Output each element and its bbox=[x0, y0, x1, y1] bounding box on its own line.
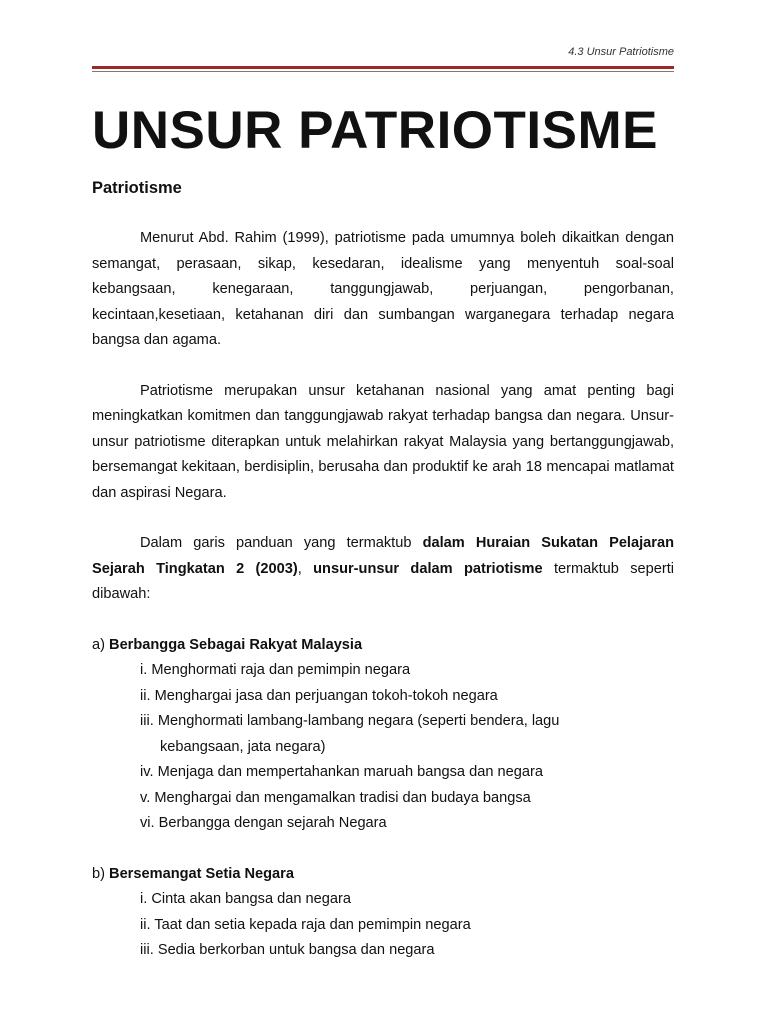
p3-text-c: , bbox=[297, 560, 314, 577]
list-item: ii. Taat dan setia kepada raja dan pemimpin negara bbox=[140, 916, 471, 933]
section-subtitle: Patriotisme bbox=[92, 179, 182, 197]
section-a-prefix: a) bbox=[92, 636, 110, 653]
p3-text-e: termaktub seperti dibawah: bbox=[92, 560, 675, 602]
p3-text-a: Dalam garis panduan yang termaktub bbox=[140, 535, 423, 551]
section-b bbox=[92, 862, 674, 964]
section-b-prefix: b) bbox=[92, 865, 110, 882]
header-rule-thick bbox=[92, 66, 674, 69]
list-item: iv. Menjaga dan mempertahankan maruah bangsa dan negara bbox=[140, 764, 543, 780]
paragraph-3 bbox=[92, 531, 674, 608]
list-item-continuation: kebangsaan, jata negara) bbox=[160, 738, 326, 755]
list-item: i. Menghormati raja dan pemimpin negara bbox=[140, 662, 411, 678]
section-b-title: Bersemangat Setia Negara bbox=[109, 865, 294, 882]
section-b-heading bbox=[92, 862, 674, 888]
paragraph-2: Patriotisme merupakan unsur ketahanan nasional yang amat penting bagi meningkatkan komitmen dan tanggungjawab rakyat terhadap bangsa dan negara. Unsur-unsur patriotisme diterapkan untuk melahirkan rakyat Malaysia yang bertanggungjawab, bersemangat kekitaan, berdisiplin, berusaha dan produktif ke arah 18 mencapai matlamat dan aspirasi Negara. bbox=[92, 382, 674, 501]
header-rule-thin bbox=[92, 71, 674, 72]
section-a bbox=[92, 633, 674, 837]
section-b-list bbox=[92, 887, 674, 964]
page-title: UNSUR PATRIOTISME bbox=[92, 101, 658, 160]
section-a-heading bbox=[92, 633, 674, 659]
section-a-list bbox=[92, 658, 674, 837]
list-item: iii. Menghormati lambang-lambang negara (seperti bendera, lagu bbox=[140, 713, 560, 729]
document-body bbox=[92, 96, 674, 964]
list-item: v. Menghargai dan mengamalkan tradisi dan budaya bangsa bbox=[140, 789, 531, 806]
list-item: iii. Sedia berkorban untuk bangsa dan negara bbox=[140, 942, 435, 958]
list-item: i. Cinta akan bangsa dan negara bbox=[140, 891, 351, 907]
list-item: ii. Menghargai jasa dan perjuangan tokoh-tokoh negara bbox=[140, 687, 498, 704]
p3-bold-d: unsur-unsur dalam patriotisme bbox=[313, 560, 543, 577]
running-header: 4.3 Unsur Patriotisme bbox=[568, 46, 674, 58]
p3-bold-b: dalam Huraian Sukatan Pelajaran Sejarah Tingkatan 2 (2003) bbox=[92, 535, 674, 577]
list-item: vi. Berbangga dengan sejarah Negara bbox=[140, 815, 387, 831]
paragraph-1: Menurut Abd. Rahim (1999), patriotisme pada umumnya boleh dikaitkan dengan semangat, perasaan, sikap, kesedaran, idealisme yang menyentuh soal-soal kebangsaan, kenegaraan, tanggungjawab, perjuangan, pengorbanan, kecintaan,kesetiaan, ketahanan diri dan sumbangan warganegara terhadap negara bangsa dan agama. bbox=[92, 230, 674, 348]
section-a-title: Berbangga Sebagai Rakyat Malaysia bbox=[109, 636, 363, 653]
